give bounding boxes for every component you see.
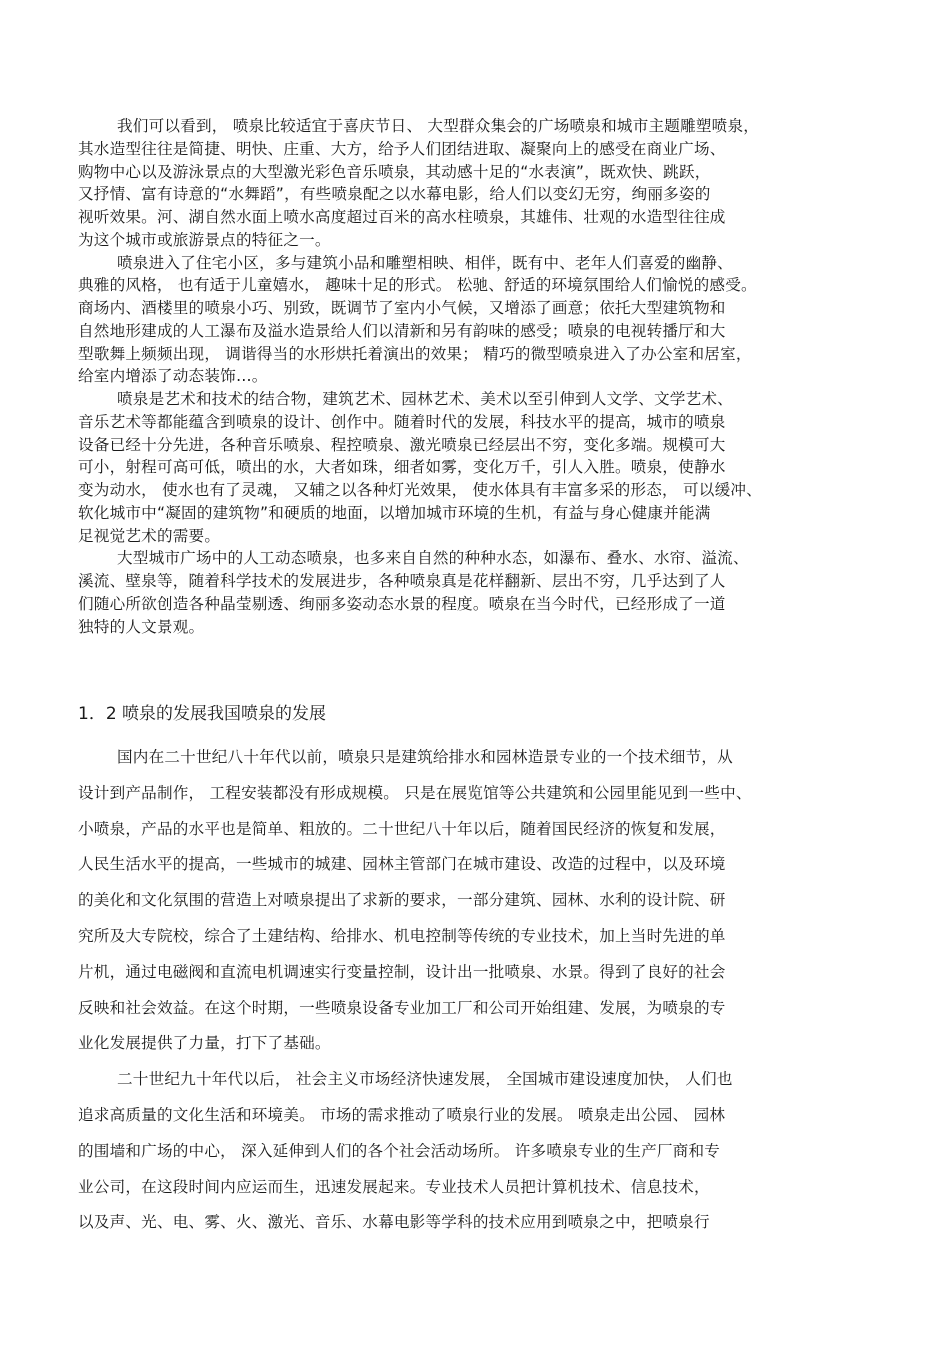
text-line: 片机，通过电磁阀和直流电机调速实行变量控制，设计出一批喷泉、水景。得到了良好的社会 <box>78 962 726 981</box>
text-line: 为这个城市或旅游景点的特征之一。 <box>78 230 331 249</box>
text-line: 二十世纪九十年代以后， 社会主义市场经济快速发展， 全国城市建设速度加快， 人们也 <box>117 1070 733 1089</box>
text-line: 可小，射程可高可低，喷出的水，大者如珠，细者如雾，变化万千，引人入胜。喷泉，使静水 <box>78 458 726 477</box>
text-line: 的围墙和广场的中心， 深入延伸到人们的各个社会活动场所。 许多喷泉专业的生产厂商和专 <box>78 1141 721 1160</box>
text-line: 业化发展提供了力量，打下了基础。 <box>78 1034 331 1053</box>
text-line: 人民生活水平的提高，一些城市的城建、园林主管部门在城市建设、改造的过程中，以及环境 <box>78 855 726 874</box>
text-line: 设计到产品制作， 工程安装都没有形成规模。 只是在展览馆等公共建筑和公园里能见到一些中、 <box>78 783 752 802</box>
text-line: 给室内增添了动态装饰…。 <box>78 367 268 386</box>
text-line: 变为动水， 使水也有了灵魂， 又辅之以各种灯光效果， 使水体具有丰富多采的形态， 可以缓冲、 <box>78 481 762 499</box>
text-line: 追求高质量的文化生活和环境美。 市场的需求推动了喷泉行业的发展。 喷泉走出公园、 园林 <box>78 1106 726 1124</box>
text-line: 喷泉是艺术和技术的结合物，建筑艺术、园林艺术、美术以至引伸到人文学、文学艺术、 <box>117 390 733 408</box>
section-heading: 1．2 喷泉的发展我国喷泉的发展 <box>78 704 327 724</box>
text-line: 音乐艺术等都能蕴含到喷泉的设计、创作中。随着时代的发展，科技水平的提高，城市的喷泉 <box>78 412 726 431</box>
text-line: 国内在二十世纪八十年代以前，喷泉只是建筑给排水和园林造景专业的一个技术细节，从 <box>117 748 733 766</box>
text-line: 自然地形建成的人工瀑布及溢水造景给人们以清新和另有韵味的感受；喷泉的电视转播厅和大 <box>78 321 726 340</box>
text-line: 型歌舞上频频出现， 调谐得当的水形烘托着演出的效果； 精巧的微型喷泉进入了办公室和居室， <box>78 344 752 363</box>
text-line: 溪流、壁泉等，随着科学技术的发展进步，各种喷泉真是花样翻新、层出不穷，几乎达到了人 <box>78 572 726 590</box>
text-line: 独特的人文景观。 <box>78 617 205 636</box>
text-line: 购物中心以及游泳景点的大型激光彩色音乐喷泉，其动感十足的“水表演”，既欢快、跳跃， <box>78 162 711 181</box>
text-line: 软化城市中“凝固的建筑物”和硬质的地面，以增加城市环境的生机，有益与身心健康并能满 <box>78 503 711 522</box>
text-line: 其水造型往往是简捷、明快、庄重、大方，给予人们团结进取、凝聚向上的感受在商业广场、 <box>78 139 726 158</box>
text-line: 视听效果。河、湖自然水面上喷水高度超过百米的高水柱喷泉，其雄伟、壮观的水造型往往成 <box>78 208 726 226</box>
text-line: 小喷泉，产品的水平也是简单、粗放的。二十世纪八十年以后，随着国民经济的恢复和发展， <box>78 819 726 838</box>
text-line: 大型城市广场中的人工动态喷泉，也多来自自然的种种水态，如瀑布、叠水、水帘、溢流、 <box>117 549 749 568</box>
text-line: 们随心所欲创造各种晶莹剔透、绚丽多姿动态水景的程度。喷泉在当今时代，已经形成了一道 <box>78 594 726 613</box>
text-line: 又抒情、富有诗意的“水舞蹈”，有些喷泉配之以水幕电影，给人们以变幻无穷，绚丽多姿的 <box>78 185 711 204</box>
text-line: 设备已经十分先进，各种音乐喷泉、程控喷泉、激光喷泉已经层出不穷，变化多端。规模可大 <box>78 435 726 454</box>
text-line: 的美化和文化氛围的营造上对喷泉提出了求新的要求，一部分建筑、园林、水利的设计院、研 <box>78 891 726 910</box>
text-line: 究所及大专院校，综合了土建结构、给排水、机电控制等传统的专业技术，加上当时先进的单 <box>78 927 726 945</box>
text-line: 以及声、光、电、雾、火、激光、音乐、水幕电影等学科的技术应用到喷泉之中，把喷泉行 <box>78 1213 710 1232</box>
text-line: 我们可以看到， 喷泉比较适宜于喜庆节日、 大型群众集会的广场喷泉和城市主题雕塑喷泉， <box>117 117 760 135</box>
text-line: 业公司，在这段时间内应运而生，迅速发展起来。专业技术人员把计算机技术、信息技术， <box>78 1177 710 1196</box>
text-line: 典雅的风格， 也有适于儿童嬉水， 趣味十足的形式。 松驰、舒适的环境氛围给人们愉悦的感受。 <box>78 276 757 295</box>
text-line: 足视觉艺术的需要。 <box>78 526 221 545</box>
text-line: 反映和社会效益。在这个时期，一些喷泉设备专业加工厂和公司开始组建、发展，为喷泉的专 <box>78 998 726 1017</box>
text-line: 商场内、酒楼里的喷泉小巧、别致，既调节了室内小气候，又增添了画意；依托大型建筑物和 <box>78 299 726 317</box>
text-line: 喷泉进入了住宅小区，多与建筑小品和雕塑相映、相伴，既有中、老年人们喜爱的幽静、 <box>117 253 733 272</box>
